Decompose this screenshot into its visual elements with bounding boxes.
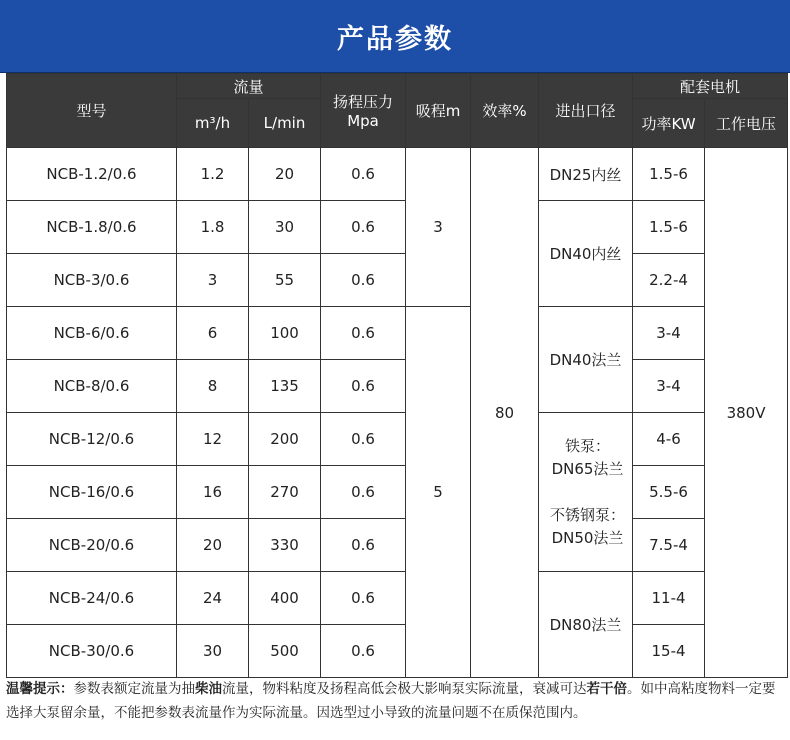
cell-model: NCB-1.8/0.6 — [7, 201, 177, 254]
header-suction: 吸程m — [406, 74, 471, 148]
cell-model: NCB-16/0.6 — [7, 466, 177, 519]
cell-m3h: 1.2 — [177, 148, 249, 201]
table-row — [7, 254, 788, 307]
table-row — [7, 466, 788, 519]
table-row — [7, 413, 788, 466]
header-port: 进出口径 — [539, 74, 633, 148]
cell-lmin: 400 — [249, 572, 321, 625]
cell-mpa: 0.6 — [321, 625, 406, 678]
page-title: 产品参数 — [0, 0, 790, 73]
cell-power: 11-4 — [633, 572, 705, 625]
cell-model: NCB-24/0.6 — [7, 572, 177, 625]
cell-power: 3-4 — [633, 307, 705, 360]
cell-power: 1.5-6 — [633, 201, 705, 254]
cell-power: 4-6 — [633, 413, 705, 466]
cell-m3h: 6 — [177, 307, 249, 360]
header-head: 扬程压力 Mpa — [321, 74, 406, 148]
cell-lmin: 55 — [249, 254, 321, 307]
header-flow-lmin: L/min — [249, 99, 321, 148]
cell-lmin: 330 — [249, 519, 321, 572]
cell-mpa: 0.6 — [321, 307, 406, 360]
cell-port: 铁泵： DN65法兰 不锈钢泵： DN50法兰 — [539, 413, 633, 572]
cell-model: NCB-1.2/0.6 — [7, 148, 177, 201]
cell-mpa: 0.6 — [321, 148, 406, 201]
table-row — [7, 148, 788, 201]
cell-m3h: 12 — [177, 413, 249, 466]
cell-model: NCB-6/0.6 — [7, 307, 177, 360]
table-row — [7, 360, 788, 413]
header-motor: 配套电机 — [633, 74, 788, 99]
cell-m3h: 8 — [177, 360, 249, 413]
table-row — [7, 572, 788, 625]
cell-m3h: 24 — [177, 572, 249, 625]
cell-port: DN40内丝 — [539, 201, 633, 307]
cell-model: NCB-12/0.6 — [7, 413, 177, 466]
cell-model: NCB-20/0.6 — [7, 519, 177, 572]
cell-port: DN25内丝 — [539, 148, 633, 201]
cell-lmin: 20 — [249, 148, 321, 201]
table-row — [7, 519, 788, 572]
cell-mpa: 0.6 — [321, 572, 406, 625]
cell-lmin: 100 — [249, 307, 321, 360]
spec-table — [6, 73, 788, 678]
header-flow: 流量 — [177, 74, 321, 99]
cell-power: 5.5-6 — [633, 466, 705, 519]
cell-suction: 5 — [406, 307, 471, 678]
cell-power: 2.2-4 — [633, 254, 705, 307]
header-voltage: 工作电压 — [705, 99, 788, 148]
cell-model: NCB-3/0.6 — [7, 254, 177, 307]
cell-mpa: 0.6 — [321, 466, 406, 519]
cell-power: 15-4 — [633, 625, 705, 678]
cell-m3h: 20 — [177, 519, 249, 572]
table-row — [7, 307, 788, 360]
cell-port: DN40法兰 — [539, 307, 633, 413]
cell-lmin: 200 — [249, 413, 321, 466]
cell-port: DN80法兰 — [539, 572, 633, 678]
cell-voltage: 380V — [705, 148, 788, 678]
table-row — [7, 201, 788, 254]
cell-mpa: 0.6 — [321, 413, 406, 466]
cell-model: NCB-8/0.6 — [7, 360, 177, 413]
header-efficiency: 效率% — [471, 74, 539, 148]
cell-mpa: 0.6 — [321, 254, 406, 307]
cell-mpa: 0.6 — [321, 519, 406, 572]
cell-model: NCB-30/0.6 — [7, 625, 177, 678]
cell-lmin: 135 — [249, 360, 321, 413]
cell-efficiency: 80 — [471, 148, 539, 678]
cell-m3h: 30 — [177, 625, 249, 678]
cell-power: 1.5-6 — [633, 148, 705, 201]
cell-power: 3-4 — [633, 360, 705, 413]
note-text: 温馨提示：参数表额定流量为抽柴油流量，物料粘度及扬程高低会极大影响泵实际流量，衰减可达若干倍。如中高粘度物料一定要选择大泵留余量，不能把参数表流量作为实际流量。因选型过小导致的流量问题不在质保范围内。 — [6, 681, 776, 721]
cell-mpa: 0.6 — [321, 201, 406, 254]
cell-mpa: 0.6 — [321, 360, 406, 413]
note-label: 温馨提示： — [6, 681, 74, 697]
cell-lmin: 270 — [249, 466, 321, 519]
header-model: 型号 — [7, 74, 177, 148]
cell-m3h: 1.8 — [177, 201, 249, 254]
cell-m3h: 16 — [177, 466, 249, 519]
cell-m3h: 3 — [177, 254, 249, 307]
cell-suction: 3 — [406, 148, 471, 307]
cell-lmin: 30 — [249, 201, 321, 254]
cell-lmin: 500 — [249, 625, 321, 678]
header-flow-m3h: m³/h — [177, 99, 249, 148]
cell-power: 7.5-4 — [633, 519, 705, 572]
header-power: 功率KW — [633, 99, 705, 148]
table-row — [7, 625, 788, 678]
